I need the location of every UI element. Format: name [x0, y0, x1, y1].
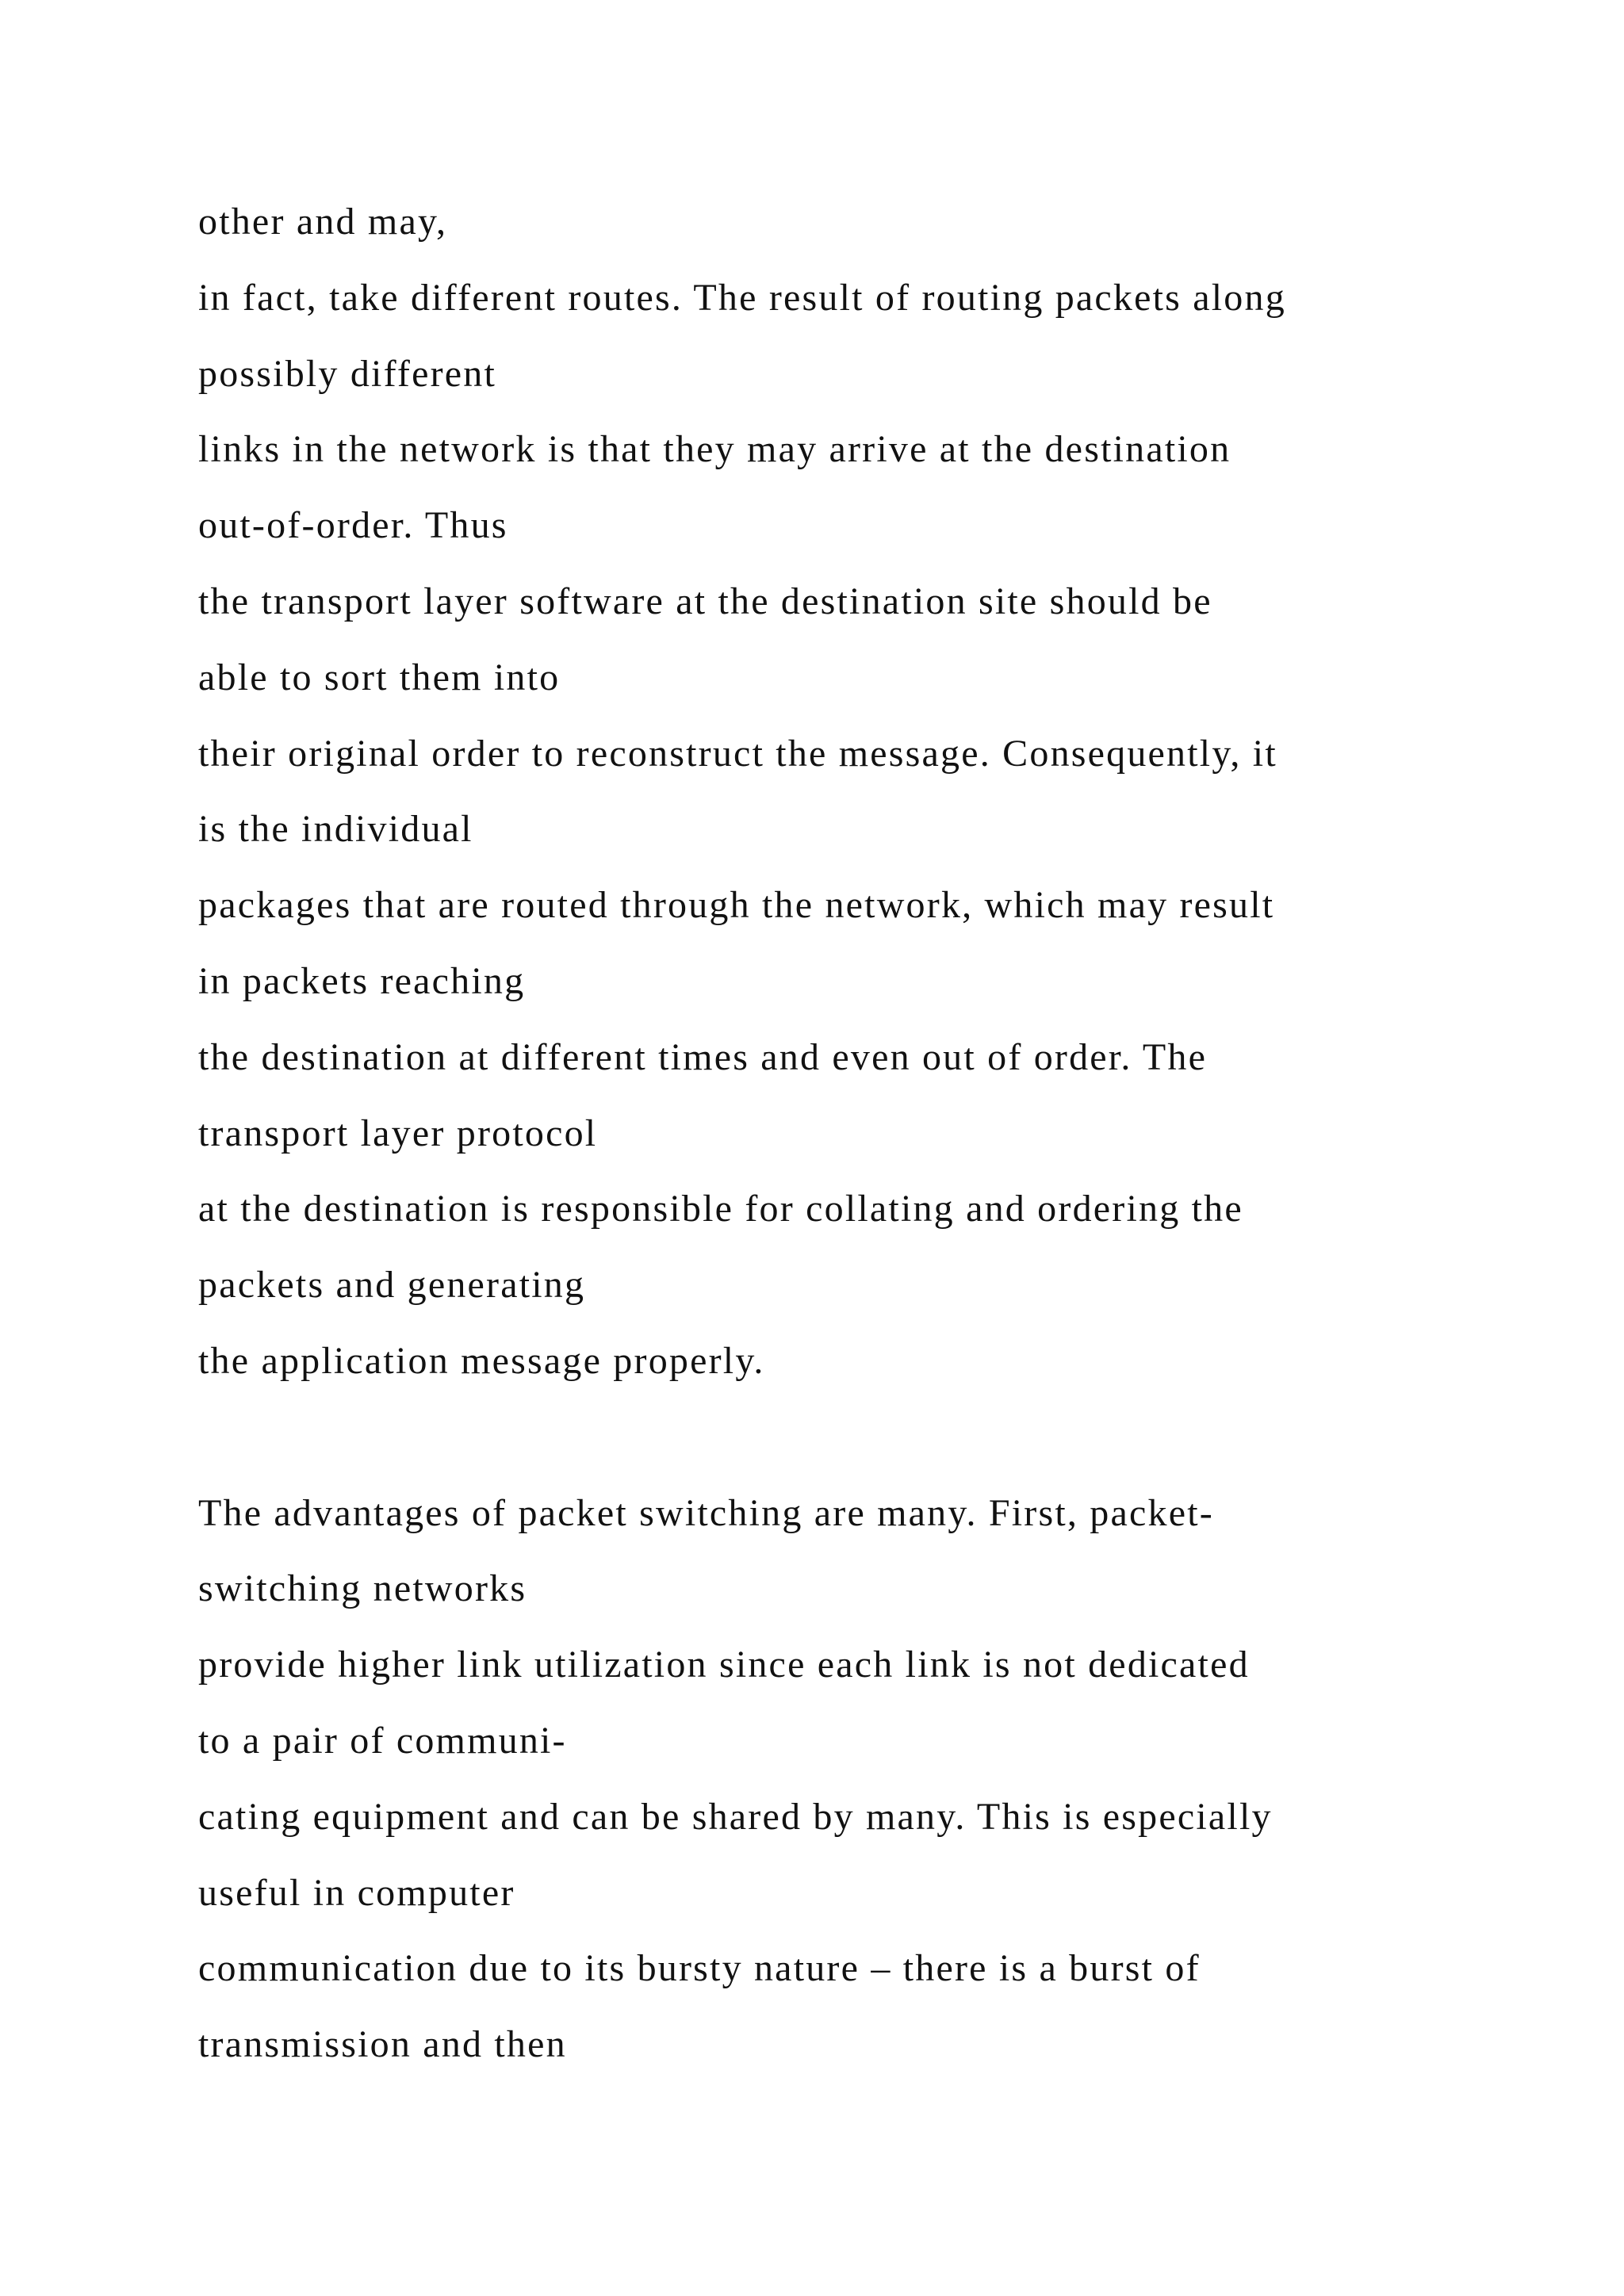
text-line: at the destination is responsible for collating and ordering the: [198, 1188, 1243, 1230]
text-line: the transport layer software at the destination site should be: [198, 580, 1212, 622]
paragraph-spacer: [198, 1404, 1546, 1480]
text-line: the application message properly.: [198, 1339, 765, 1382]
text-line: possibly different: [198, 352, 496, 395]
text-line: packages that are routed through the network, which may result: [198, 884, 1275, 927]
text-line: transport layer protocol: [198, 1112, 598, 1154]
text-line: out-of-order. Thus: [198, 504, 508, 547]
text-line: the destination at different times and even out of order. The: [198, 1035, 1208, 1078]
text-line: in packets reaching: [198, 959, 526, 1002]
text-line: other and may,: [198, 201, 448, 243]
text-line: The advantages of packet switching are many. First, packet-: [198, 1491, 1214, 1534]
text-line: in fact, take different routes. The result of routing packets along: [198, 276, 1286, 319]
text-line: switching networks: [198, 1567, 527, 1610]
text-line: able to sort them into: [198, 656, 561, 698]
text-line: their original order to reconstruct the message. Consequently, it: [198, 732, 1277, 775]
text-line: communication due to its bursty nature – there is a burst of: [198, 1947, 1201, 1990]
text-line: is the individual: [198, 808, 473, 851]
text-line: to a pair of communi-: [198, 1719, 567, 1762]
text-line: useful in computer: [198, 1871, 515, 1914]
text-line: provide higher link utilization since each link is not dedicated: [198, 1644, 1250, 1686]
text-line: links in the network is that they may arrive at the destination: [198, 428, 1231, 471]
text-line: packets and generating: [198, 1264, 586, 1307]
text-line: cating equipment and can be shared by many. This is especially: [198, 1795, 1273, 1838]
paragraph: [198, 1480, 1546, 2087]
text-line: transmission and then: [198, 2023, 567, 2066]
paragraph: [198, 189, 1546, 1404]
body-text: [198, 189, 1546, 2087]
